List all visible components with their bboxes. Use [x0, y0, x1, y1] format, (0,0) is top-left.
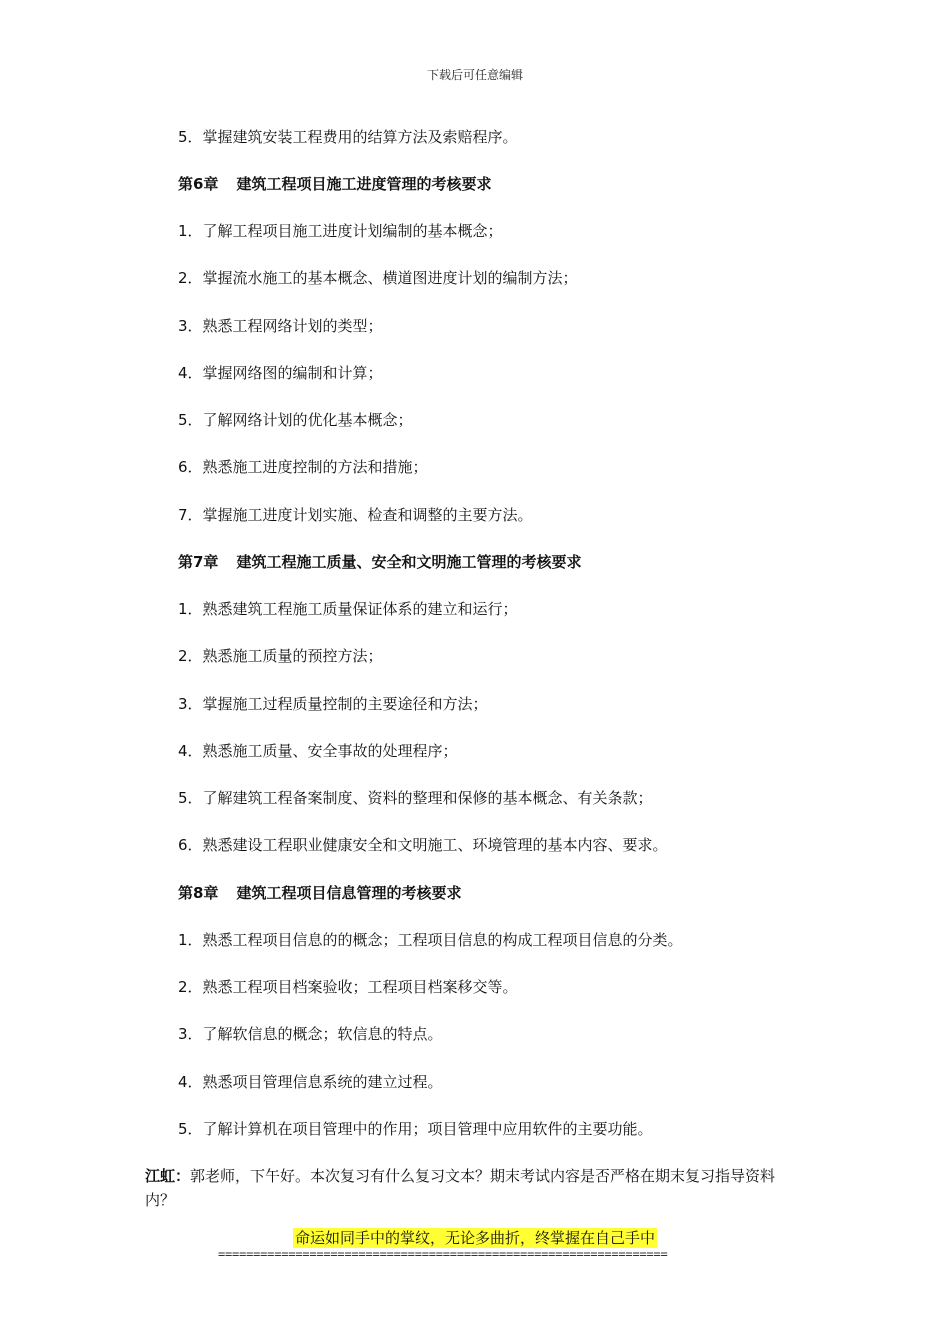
page-header: 下载后可任意编辑 — [426, 68, 523, 82]
item-number: 1 — [178, 600, 188, 618]
item-number: 7 — [178, 506, 188, 524]
chapter-heading — [178, 552, 581, 572]
item-text: ．熟悉建筑工程施工质量保证体系的建立和运行； — [187, 600, 518, 618]
item-number: 3 — [178, 317, 188, 335]
list-item — [178, 977, 518, 997]
list-item — [178, 457, 428, 477]
list-item — [178, 410, 413, 430]
item-number: 2 — [178, 978, 188, 996]
item-text: ．熟悉工程网络计划的类型； — [187, 317, 383, 335]
list-item — [178, 363, 383, 383]
speaker-name: 江虹： — [145, 1167, 191, 1185]
dialogue-text: 郭老师，下午好。本次复习有什么复习文本？期末考试内容是否严格在期末复习指导资料内？ — [145, 1167, 776, 1209]
item-number: 1 — [178, 931, 188, 949]
item-text: ．掌握施工进度计划实施、检查和调整的主要方法。 — [187, 506, 533, 524]
item-text: ．掌握施工过程质量控制的主要途径和方法； — [187, 695, 488, 713]
item-text: ．掌握流水施工的基本概念、横道图进度计划的编制方法； — [187, 269, 578, 287]
item-text: ．了解网络计划的优化基本概念； — [187, 411, 413, 429]
item-text: ．熟悉建设工程职业健康安全和文明施工、环境管理的基本内容、要求。 — [187, 836, 668, 854]
item-text: ．熟悉工程项目信息的的概念；工程项目信息的构成工程项目信息的分类。 — [187, 931, 683, 949]
list-item — [178, 221, 503, 241]
item-number: 2 — [178, 647, 188, 665]
item-text: ．熟悉施工进度控制的方法和措施； — [187, 458, 428, 476]
item-text: ．了解软信息的概念；软信息的特点。 — [187, 1025, 443, 1043]
item-text: ．熟悉项目管理信息系统的建立过程。 — [187, 1073, 443, 1091]
chapter-heading — [178, 174, 491, 194]
item-text: ．了解工程项目施工进度计划编制的基本概念； — [187, 222, 503, 240]
item-text: ．掌握建筑安装工程费用的结算方法及索赔程序。 — [187, 128, 518, 146]
list-item — [178, 835, 668, 855]
list-item — [178, 268, 578, 288]
list-item — [178, 505, 533, 525]
item-text: ．掌握网络图的编制和计算； — [187, 364, 383, 382]
motto-text: 命运如同手中的掌纹，无论多曲折，终掌握在自己手中 — [294, 1229, 655, 1247]
item-number: 3 — [178, 1025, 188, 1043]
item-number: 6 — [178, 458, 188, 476]
list-item — [178, 788, 653, 808]
item-number: 4 — [178, 742, 188, 760]
chapter-title: 建筑工程项目信息管理的考核要求 — [236, 884, 462, 902]
chapter-title: 建筑工程施工质量、安全和文明施工管理的考核要求 — [236, 553, 582, 571]
item-number: 6 — [178, 836, 188, 854]
chapter-heading — [178, 883, 461, 903]
item-number: 1 — [178, 222, 188, 240]
list-item — [178, 930, 683, 950]
item-number: 3 — [178, 695, 188, 713]
item-number: 4 — [178, 1073, 188, 1091]
item-text: ．了解计算机在项目管理中的作用；项目管理中应用软件的主要功能。 — [187, 1120, 653, 1138]
item-text: ．了解建筑工程备案制度、资料的整理和保修的基本概念、有关条款； — [187, 789, 653, 807]
item-text: ．熟悉施工质量、安全事故的处理程序； — [187, 742, 458, 760]
divider-line: ================================================================ — [218, 1247, 668, 1261]
chapter-title: 建筑工程项目施工进度管理的考核要求 — [236, 175, 492, 193]
list-item — [178, 599, 518, 619]
chapter-number: 第6章 — [178, 175, 219, 193]
list-item — [178, 1072, 443, 1092]
list-item — [178, 316, 383, 336]
item-number: 5 — [178, 789, 188, 807]
chapter-number: 第8章 — [178, 884, 219, 902]
item-text: ．熟悉工程项目档案验收；工程项目档案移交等。 — [187, 978, 518, 996]
chapter-number: 第7章 — [178, 553, 219, 571]
item-number: 2 — [178, 269, 188, 287]
motto-line — [0, 1227, 950, 1248]
item-number: 5 — [178, 1120, 188, 1138]
list-item — [178, 741, 458, 761]
item-number: 5 — [178, 128, 188, 146]
list-item — [178, 646, 383, 666]
item-text: ．熟悉施工质量的预控方法； — [187, 647, 383, 665]
dialogue-paragraph — [145, 1164, 805, 1212]
list-item — [178, 1024, 443, 1044]
list-item — [178, 1119, 653, 1139]
list-item — [178, 694, 488, 714]
item-number: 5 — [178, 411, 188, 429]
list-item — [178, 127, 518, 147]
item-number: 4 — [178, 364, 188, 382]
